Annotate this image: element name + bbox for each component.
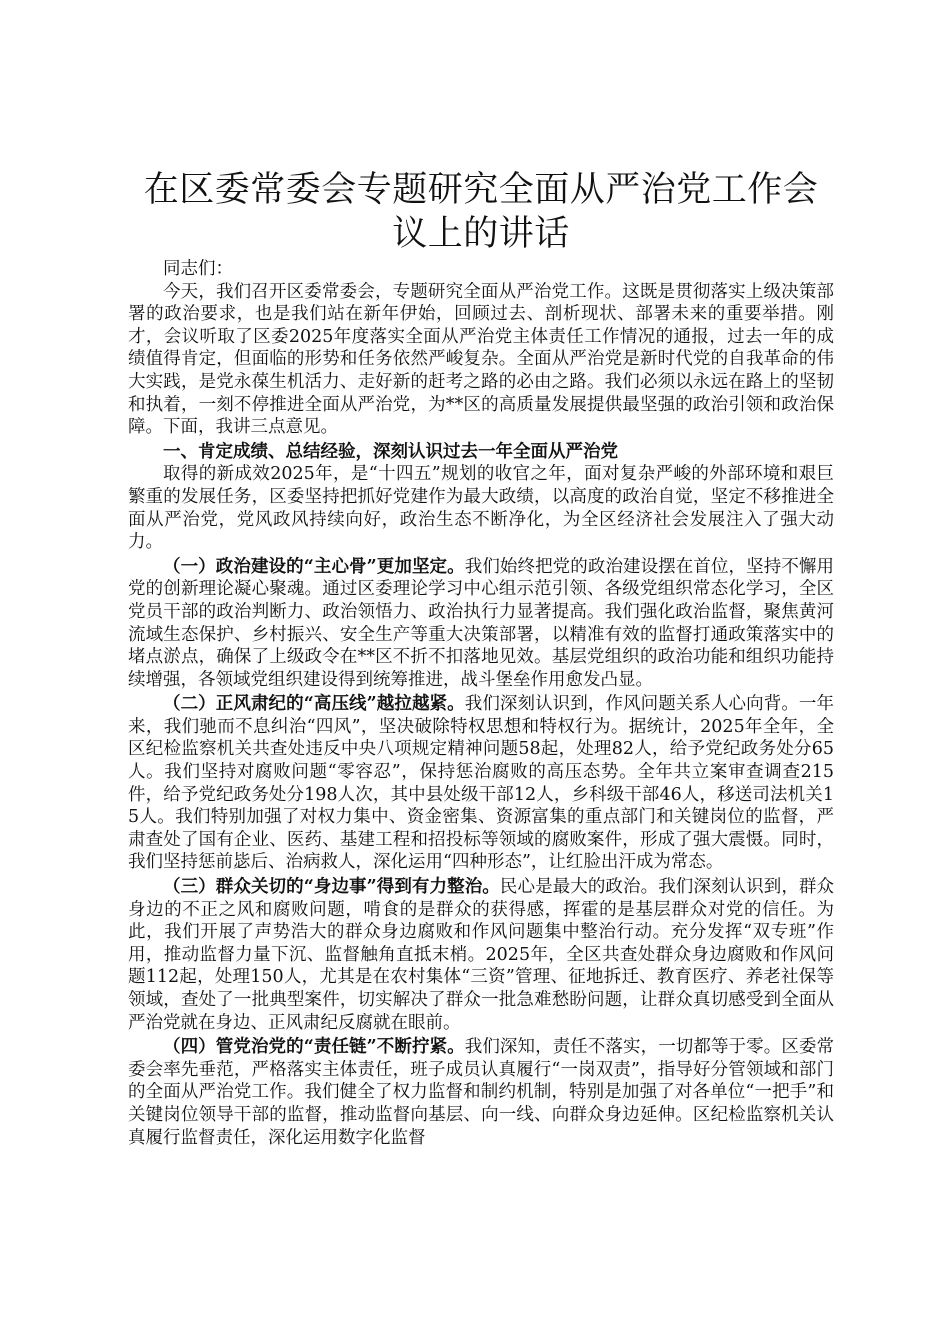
item-paragraph-4	[128, 1036, 834, 1149]
item-paragraph-1	[128, 556, 834, 692]
item-text-1: 我们始终把党的政治建设摆在首位，坚持不懈用党的创新理论凝心聚魂。通过区委理论学习中心组示范引领、各级党组织常态化学习，全区党员干部的政治判断力、政治领悟力、政治执行力显著提高。我们强化政治监督，聚焦黄河流域生态保护、乡村振兴、安全生产等重大决策部署，以精准有效的监督打通政策落实中的堵点淤点，确保了上级政令在**区不折不扣落地见效。基层党组织的政治功能和组织功能持续增强，各领域党组织建设得到统筹推进，战斗堡垒作用愈发凸显。	[128, 556, 835, 690]
item-lead-4: （四）管党治党的“责任链”不断拧紧。	[163, 1037, 465, 1058]
section-heading-1: 一、肯定成绩、总结经验，深刻认识过去一年全面从严治党	[163, 441, 618, 462]
item-text-2: 我们深刻认识到，作风问题关系人心向背。一年来，我们驰而不息纠治“四风”，坚决破除特权思想和特权行为。据统计，2025年全年，全区纪检监察机关共查处违反中央八项规定精神问题58起，处理82人，给予党纪政务处分65人。我们坚持对腐败问题“零容忍”，保持惩治腐败的高压态势。全年共立案审查调查215件，给予党纪政务处分198人次，其中县处级干部12人，乡科级干部46人，移送司法机关15人。我们特别加强了对权力集中、资金密集、资源富集的重点部门和关键岗位的监督，严肃查处了国有企业、医药、基建工程和招投标等领域的腐败案件，形成了强大震慑。同时，我们坚持惩前毖后、治病救人，深化运用“四种形态”，让红脸出汗成为常态。	[128, 694, 835, 873]
item-text-4: 我们深知，责任不落实，一切都等于零。区委常委会率先垂范，严格落实主体责任，班子成员认真履行“一岗双责”，指导好分管领域和部门的全面从严治党工作。我们健全了权力监督和制约机制，特别是加强了对各单位“一把手”和关键岗位领导干部的监督，推动监督向基层、向一线、向群众身边延伸。区纪检监察机关认真履行监督责任，深化运用数字化监督	[128, 1037, 835, 1148]
document-page	[128, 168, 834, 1149]
salutation: 同志们：	[163, 259, 233, 279]
item-lead-2: （二）正风肃纪的“高压线”越拉越紧。	[163, 694, 465, 715]
section-1-paragraph: 取得的新成效2025年，是“十四五”规划的收官之年，面对复杂严峻的外部环境和艰巨繁重的发展任务，区委坚持把抓好党建作为最大政绩，以高度的政治自觉，坚定不移推进全面从严治党，党风政风持续向好，政治生态不断净化，为全区经济社会发展注入了强大动力。	[128, 464, 834, 553]
document-title: 在区委常委会专题研究全面从严治党工作会议上的讲话	[143, 170, 819, 254]
item-lead-3: （三）群众关切的“身边事”得到有力整治。	[163, 877, 500, 898]
item-paragraph-2	[128, 693, 834, 874]
item-lead-1: （一）政治建设的“主心骨”更加坚定。	[163, 556, 465, 577]
item-paragraph-3	[128, 876, 834, 1034]
intro-paragraph: 今天，我们召开区委常委会，专题研究全面从严治党工作。这既是贯彻落实上级决策部署的政治要求，也是我们站在新年伊始，回顾过去、剖析现状、部署未来的重要举措。刚才，会议听取了区委2025年度落实全面从严治党主体责任工作情况的通报，过去一年的成绩值得肯定，但面临的形势和任务依然严峻复杂。全面从严治党是新时代党的自我革命的伟大实践，是党永葆生机活力、走好新的赶考之路的必由之路。我们必须以永远在路上的坚韧和执着，一刻不停推进全面从严治党，为**区的高质量发展提供最坚强的政治引领和政治保障。下面，我讲三点意见。	[128, 281, 834, 438]
item-text-3: 民心是最大的政治。我们深刻认识到，群众身边的不正之风和腐败问题，啃食的是群众的获得感，挥霍的是基层群众对党的信任。为此，我们开展了声势浩大的群众身边腐败和作风问题集中整治行动。充分发挥“双专班”作用，推动监督力量下沉、监督触角直抵末梢。2025年，全区共查处群众身边腐败和作风问题112起，处理150人，尤其是在农村集体“三资”管理、征地拆迁、教育医疗、养老社保等领域，查处了一批典型案件，切实解决了群众一批急难愁盼问题，让群众真切感受到全面从严治党就在身边、正风肃纪反腐就在眼前。	[128, 877, 834, 1033]
